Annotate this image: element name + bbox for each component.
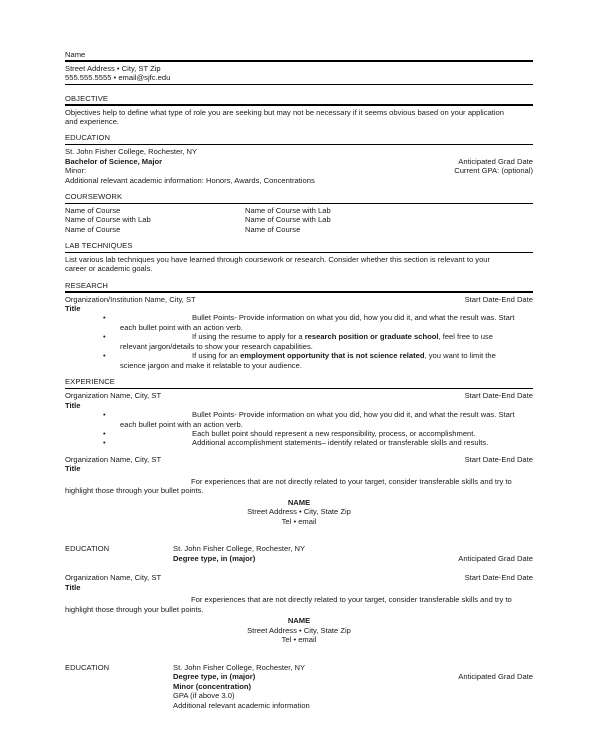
bullet-text: relevant jargon/details to show your research capabilities.	[120, 341, 313, 351]
objective-divider	[65, 104, 533, 105]
research-bullets	[65, 313, 533, 370]
education-additional: Additional relevant academic information: Honors, Awards, Concentrations	[65, 175, 315, 185]
course-item: Name of Course	[65, 224, 121, 234]
bullet-icon: •	[103, 438, 106, 448]
education2-paragraph-1: For experiences that are not directly related to your target, consider transferable skills and try to	[191, 595, 512, 605]
reference2-address: Street Address • City, State Zip	[247, 625, 351, 635]
resume-content	[65, 50, 533, 710]
experience-title: Title	[65, 400, 81, 410]
reference-contact: Tel • email	[281, 516, 317, 526]
resume-contact: 555.555.5555 • email@sjfc.edu	[65, 73, 171, 83]
list-item	[65, 410, 533, 429]
bullet-text: science jargon and make it relatable to your audience.	[120, 360, 302, 370]
coursework-list	[65, 206, 533, 234]
education-grad-date: Anticipated Grad Date	[458, 156, 533, 166]
bullet-icon: •	[103, 410, 106, 420]
education-divider	[65, 144, 533, 145]
reference-address: Street Address • City, State Zip	[247, 507, 351, 517]
bullet-text: Each bullet point should represent a new responsibility, process, or accomplishment.	[192, 429, 476, 438]
research-dates: Start Date-End Date	[464, 294, 533, 304]
list-item	[65, 332, 533, 351]
list-item	[65, 351, 533, 370]
bullet-text: each bullet point with an action verb.	[120, 322, 243, 332]
lab-text-1: List various lab techniques you have learned through coursework or research. Consider whether this section is relevant to your	[65, 254, 491, 264]
education-school: St. John Fisher College, Rochester, NY	[65, 147, 198, 157]
reference2-name: NAME	[287, 616, 311, 626]
objective-heading: OBJECTIVE	[65, 93, 109, 103]
course-item: Name of Course with Lab	[245, 205, 331, 215]
bullet-icon: •	[103, 351, 106, 361]
education3-additional: Additional relevant academic information	[173, 700, 310, 710]
bullet-text: each bullet point with an action verb.	[120, 419, 243, 429]
bullet-icon: •	[103, 332, 106, 342]
header-divider	[65, 60, 533, 61]
education3-grad-date: Anticipated Grad Date	[458, 672, 533, 682]
education2-dates: Start Date-End Date	[464, 573, 533, 583]
education2-paragraph-2: highlight those through your bullet points.	[65, 604, 204, 614]
education-gpa: Current GPA: (optional)	[454, 166, 533, 176]
course-item: Name of Course	[65, 205, 121, 215]
bullet-text: , feel free to use	[438, 332, 493, 342]
experience-org: Organization Name, City, ST	[65, 391, 162, 401]
research-org: Organization/Institution Name, City, ST	[65, 294, 196, 304]
experience-paragraph-1: For experiences that are not directly related to your target, consider transferable skills and try to	[191, 476, 512, 486]
list-item	[65, 429, 533, 438]
research-divider	[65, 291, 533, 292]
course-item: Name of Course	[245, 224, 301, 234]
bullet-text: Bullet Points- Provide information on what you did, how you did it, and what the result was. Start	[192, 410, 515, 420]
bullet-text: Additional accomplishment statements– identify related or transferable skills and results.	[192, 438, 489, 448]
objective-text-2: and experience.	[65, 116, 120, 126]
education3-heading: EDUCATION	[65, 662, 110, 672]
course-item: Name of Course with Lab	[65, 215, 151, 225]
list-item	[65, 438, 533, 447]
coursework-divider	[65, 203, 533, 204]
bullet-bold-text: employment opportunity that is not science related	[240, 351, 425, 361]
bullet-text: Bullet Points- Provide information on what you did, how you did it, and what the result was. Start	[192, 313, 515, 323]
education3-gpa: GPA (if above 3.0)	[173, 691, 235, 701]
bullet-icon: •	[103, 429, 106, 438]
education2-grad-date: Anticipated Grad Date	[458, 553, 533, 563]
education2-title: Title	[65, 582, 81, 592]
experience-divider	[65, 388, 533, 389]
education3-school: St. John Fisher College, Rochester, NY	[173, 662, 306, 672]
experience-heading: EXPERIENCE	[65, 377, 115, 387]
lab-divider	[65, 252, 533, 253]
bullet-icon: •	[103, 313, 106, 323]
coursework-heading: COURSEWORK	[65, 192, 123, 202]
experience-org-2: Organization Name, City, ST	[65, 454, 162, 464]
education2-heading: EDUCATION	[65, 544, 110, 554]
research-heading: RESEARCH	[65, 280, 108, 290]
research-title: Title	[65, 304, 81, 313]
objective-text-1: Objectives help to define what type of role you are seeking but may not be necessary if it seems obvious based on your application	[65, 107, 505, 117]
education-degree: Bachelor of Science, Major	[65, 156, 163, 166]
bullet-text: If using the resume to apply for a	[192, 332, 305, 342]
experience-bullets	[65, 410, 533, 448]
lab-heading: LAB TECHNIQUES	[65, 241, 133, 251]
education2-degree: Degree type, in (major)	[173, 553, 256, 563]
education-heading: EDUCATION	[65, 133, 111, 143]
reference2-contact: Tel • email	[281, 635, 317, 645]
resume-address: Street Address • City, ST Zip	[65, 63, 161, 73]
bullet-text: , you want to limit the	[424, 351, 496, 361]
list-item	[65, 313, 533, 332]
education-minor: Minor:	[65, 166, 87, 176]
reference-name: NAME	[287, 497, 311, 507]
lab-text-2: career or academic goals.	[65, 264, 153, 274]
experience-dates: Start Date-End Date	[464, 391, 533, 401]
education2-school: St. John Fisher College, Rochester, NY	[173, 544, 306, 554]
bullet-bold-text: research position or graduate school	[304, 332, 439, 342]
experience-paragraph-2: highlight those through your bullet points.	[65, 486, 204, 496]
resume-name: Name	[65, 50, 86, 59]
experience-dates-2: Start Date-End Date	[464, 454, 533, 464]
bullet-text: If using for an	[192, 351, 241, 361]
contact-divider	[65, 84, 533, 85]
education3-minor: Minor (concentration)	[173, 681, 252, 691]
education3-degree: Degree type, in (major)	[173, 672, 256, 682]
course-item: Name of Course with Lab	[245, 215, 331, 225]
education2-org: Organization Name, City, ST	[65, 573, 162, 583]
experience-title-2: Title	[65, 464, 81, 474]
